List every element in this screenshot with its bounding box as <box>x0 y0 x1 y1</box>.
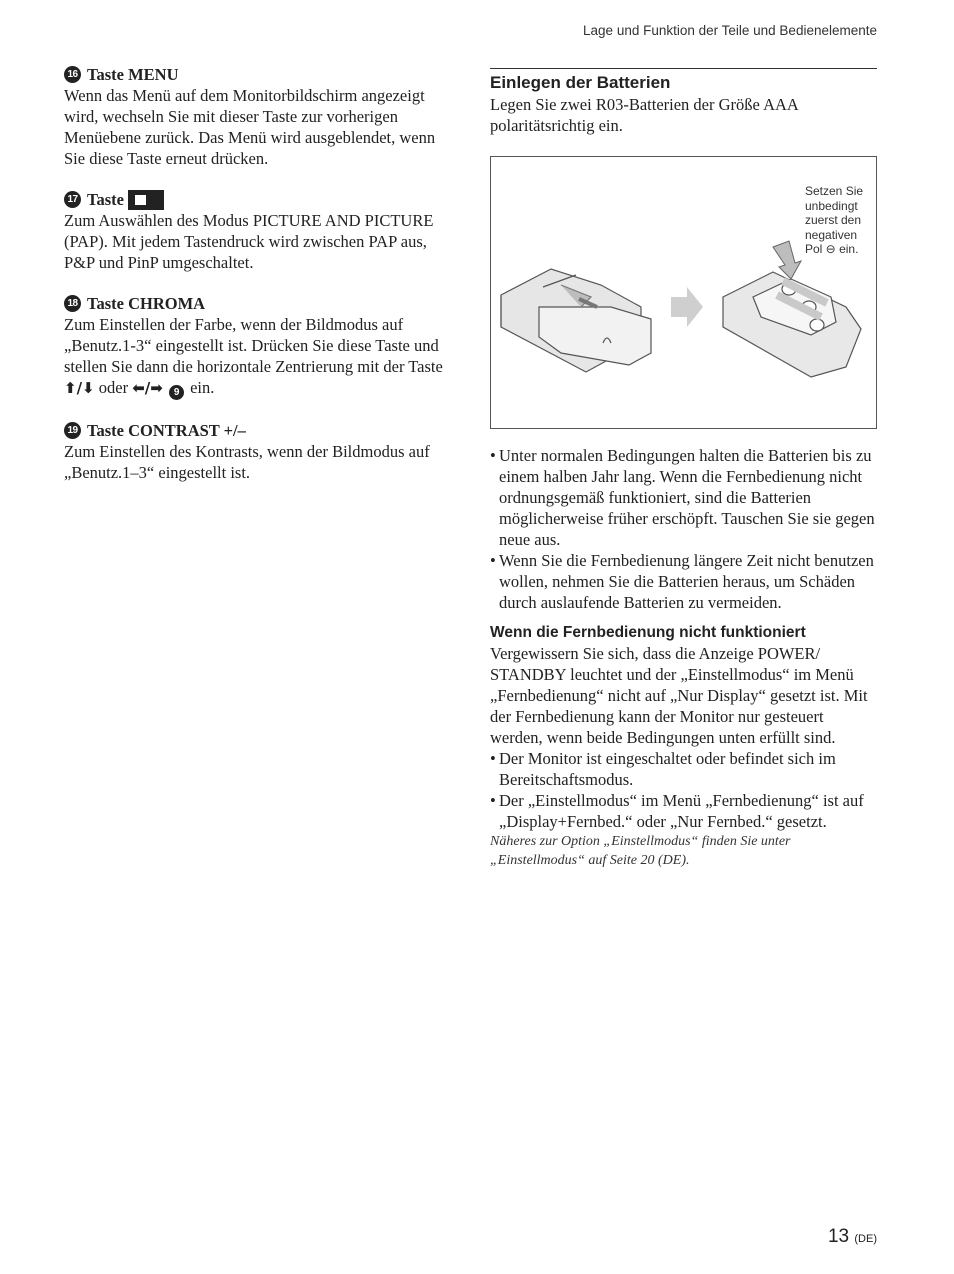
remote-open-illustration <box>723 272 861 377</box>
troubleshooting-text: Vergewissern Sie sich, dass die Anzeige POWER/ STANDBY leuchtet und der „Einstellmodus“ im Menü „Fernbedienung“ nicht auf „Nur Display“ gesetzt ist. Mit der Fernbedienung kann der Monitor nur gesteuert werden, wenn beide Bedingungen unten erfüllt sind. <box>490 644 868 747</box>
list-item: • Unter normalen Bedingungen halten die Batterien bis zu einem halben Jahr lang. Wenn die Fernbedienung nicht ordnungsgemäß funktioniert, sind die Batterien möglicherweise früher erschöpft. Tauschen Sie sie gegen neue aus. <box>490 445 877 550</box>
section-text: Zum Auswählen des Modus PICTURE AND PICTURE (PAP). Mit jedem Tastendruck wird zwischen PAP aus, P&P und PinP umgeschaltet. <box>64 211 434 272</box>
troubleshooting-heading: Wenn die Fernbedienung nicht funktioniert <box>490 624 806 641</box>
running-head: Lage und Funktion der Teile und Bedienelemente <box>583 23 877 38</box>
page-number <box>828 1226 877 1248</box>
list-item: • Der „Einstellmodus“ im Menü „Fernbedienung“ ist auf „Display+Fernbed.“ oder „Nur Fernbed.“ gesetzt. <box>490 790 877 832</box>
list-item: • Wenn Sie die Fernbedienung längere Zeit nicht benutzen wollen, nehmen Sie die Batterien heraus, um Schäden durch auslaufende Batterien zu vermeiden. <box>490 550 877 613</box>
battery-intro: Legen Sie zwei R03-Batterien der Größe AAA polaritätsrichtig ein. <box>490 95 798 135</box>
section-rule <box>490 68 877 69</box>
conditions-list <box>490 748 877 832</box>
caption-line: unbedingt <box>805 198 858 213</box>
battery-insertion-figure <box>490 156 877 429</box>
reference-note: Näheres zur Option „Einstellmodus“ finden Sie unter „Einstellmodus“ auf Seite 20 (DE). <box>490 834 791 868</box>
caption-line: Setzen Sie <box>805 184 864 198</box>
caption-line: Pol ⊖ ein. <box>805 242 859 256</box>
figure-caption <box>805 184 875 257</box>
up-down-arrow-icon: ⬆/⬇ <box>64 379 95 397</box>
page-language-suffix: (DE) <box>854 1233 877 1245</box>
section-title-text: Taste <box>87 190 124 209</box>
item-number-badge: 16 <box>64 66 81 83</box>
section-pap-button <box>64 189 444 273</box>
section-text <box>64 314 444 400</box>
battery-heading: Einlegen der Batterien <box>490 73 671 92</box>
section-title <box>64 293 444 314</box>
reference-number-badge: 9 <box>169 385 184 400</box>
item-number-badge: 19 <box>64 422 81 439</box>
section-text: Wenn das Menü auf dem Monitorbildschirm angezeigt wird, wechseln Sie mit dieser Taste zur vorherigen Menüebene zurück. Das Menü wird ausgeblendet, wenn Sie diese Taste erneut drücken. <box>64 86 436 168</box>
caption-line: negativen <box>805 227 858 242</box>
item-number-badge: 17 <box>64 191 81 208</box>
section-title-text: Taste CONTRAST +/– <box>87 421 246 440</box>
page-number-value: 13 <box>827 1226 850 1247</box>
section-title <box>64 64 444 85</box>
section-title <box>64 420 444 441</box>
caption-line: zuerst den <box>805 213 862 227</box>
section-chroma-button <box>64 293 444 400</box>
section-text-end: ein. <box>190 378 215 397</box>
list-item: • Der Monitor ist eingeschaltet oder befindet sich im Bereitschaftsmodus. <box>490 748 877 790</box>
section-text-main: Zum Einstellen der Farbe, wenn der Bildmodus auf „Benutz.1-3“ eingestellt ist. Drücken Sie diese Taste und stellen Sie dann die horizontale Zentrierung mit der Taste <box>64 315 443 376</box>
or-word: oder <box>98 378 129 397</box>
insert-arrow-icon <box>773 241 801 279</box>
left-right-arrow-icon: ⬅/➡ <box>132 379 163 397</box>
section-menu-button <box>64 64 444 169</box>
remote-with-cover-illustration <box>501 269 651 372</box>
pap-button-icon <box>128 190 164 210</box>
section-contrast-button <box>64 420 444 483</box>
left-column <box>64 64 444 503</box>
item-number-badge: 18 <box>64 295 81 312</box>
battery-notes-list <box>490 445 877 613</box>
section-text: Zum Einstellen des Kontrasts, wenn der Bildmodus auf „Benutz.1–3“ eingestellt ist. <box>64 442 430 482</box>
section-title-text: Taste MENU <box>87 65 179 84</box>
step-arrow-icon <box>671 287 703 327</box>
section-title-text: Taste CHROMA <box>87 294 206 313</box>
section-title <box>64 189 444 210</box>
right-column <box>490 68 877 870</box>
